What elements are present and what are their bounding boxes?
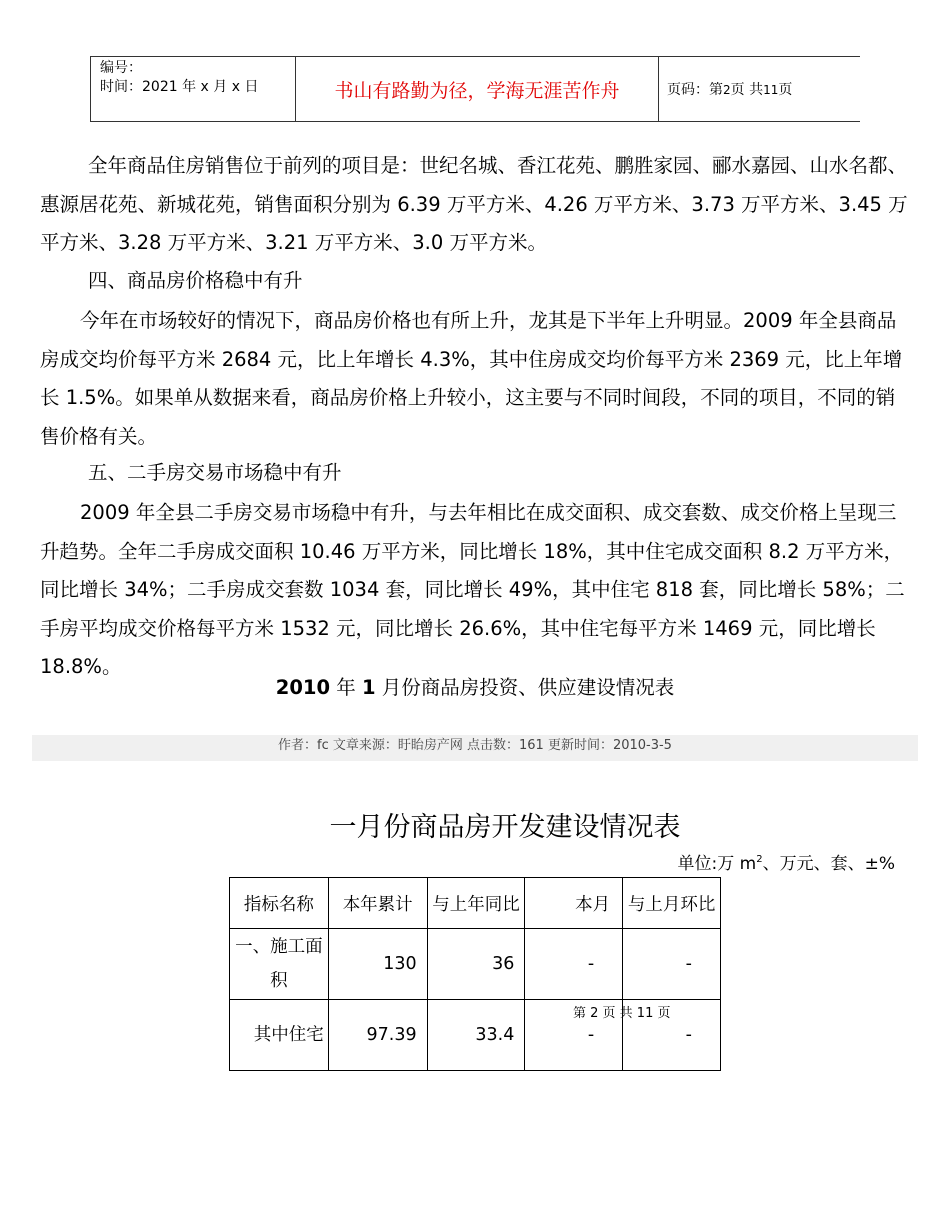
table-cell: 97.39 bbox=[328, 1000, 427, 1071]
table-cell: 一、施工面积 bbox=[230, 929, 329, 1000]
table-cell: - bbox=[525, 929, 623, 1000]
table-header: 与上月环比 bbox=[623, 878, 721, 929]
table-header-row bbox=[230, 878, 721, 929]
table-row bbox=[230, 929, 721, 1000]
paragraph-price: 今年在市场较好的情况下，商品房价格也有所上升，龙其是下半年上升明显。2009 年全县商品房成交均价每平方米 2684 元，比上年增长 4.3%，其中住房成交均价每平方米 2369 元，比上年增长 1.5%。如果单从数据来看，商品房价格上升较小，这主要与不同时间段，不同的项目，不同的销售价格有关。 bbox=[40, 309, 903, 448]
table-cell: 其中住宅 bbox=[230, 1000, 329, 1071]
header-page-number: 页码：第2页 共11页 bbox=[659, 57, 861, 122]
header-table bbox=[90, 56, 860, 122]
article-meta-bar: 作者：fc 文章来源：盱眙房产网 点击数：161 更新时间：2010-3-5 bbox=[32, 735, 918, 761]
header-meta-cell bbox=[91, 57, 296, 122]
table-header: 指标名称 bbox=[230, 878, 329, 929]
heading-price: 四、商品房价格稳中有升 bbox=[88, 269, 303, 292]
time-label: 时间：2021 年 x 月 x 日 bbox=[100, 79, 259, 95]
footer-page-number: 第 2 页 共 11 页 bbox=[573, 1006, 671, 1021]
section-title: 2010 年 1 月份商品房投资、供应建设情况表 bbox=[275, 676, 675, 699]
unit-label: 单位:万 $m^2$、万元、套、±% bbox=[677, 854, 895, 874]
table-cell: 130 bbox=[328, 929, 427, 1000]
table-cell: 33.4 bbox=[427, 1000, 525, 1071]
table-title: 一月份商品房开发建设情况表 bbox=[329, 812, 681, 843]
heading-secondhand: 五、二手房交易市场稳中有升 bbox=[88, 461, 342, 484]
table-cell: 36 bbox=[427, 929, 525, 1000]
code-label: 编号： bbox=[100, 60, 142, 76]
table-cell: - bbox=[525, 1000, 623, 1071]
header-motto: 书山有路勤为径，学海无涯苦作舟 bbox=[296, 57, 659, 122]
table-header: 本年累计 bbox=[328, 878, 427, 929]
table-header: 与上年同比 bbox=[427, 878, 525, 929]
paragraph-secondhand: 2009 年全县二手房交易市场稳中有升，与去年相比在成交面积、成交套数、成交价格上呈现三升趋势。全年二手房成交面积 10.46 万平方米，同比增长 18%，其中住宅成交面积 8.2 万平方米，同比增长 34%；二手房成交套数 1034 套，同比增长 49%，其中住宅 818 套，同比增长 58%；二手房平均成交价格每平方米 1532 元，同比增长 26.6%，其中住宅每平方米 1469 元，同比增长 18.8%。 bbox=[40, 501, 905, 678]
table-header: 本月 bbox=[525, 878, 623, 929]
construction-table bbox=[229, 877, 721, 1071]
table-cell: - bbox=[623, 1000, 721, 1071]
paragraph-top-projects: 全年商品住房销售位于前列的项目是：世纪名城、香江花苑、鹏胜家园、郦水嘉园、山水名都、惠源居花苑、新城花苑，销售面积分别为 6.39 万平方米、4.26 万平方米、3.73 万平方米、3.45 万平方米、3.28 万平方米、3.21 万平方米、3.0 万平方米。 bbox=[40, 154, 908, 254]
table-cell: - bbox=[623, 929, 721, 1000]
